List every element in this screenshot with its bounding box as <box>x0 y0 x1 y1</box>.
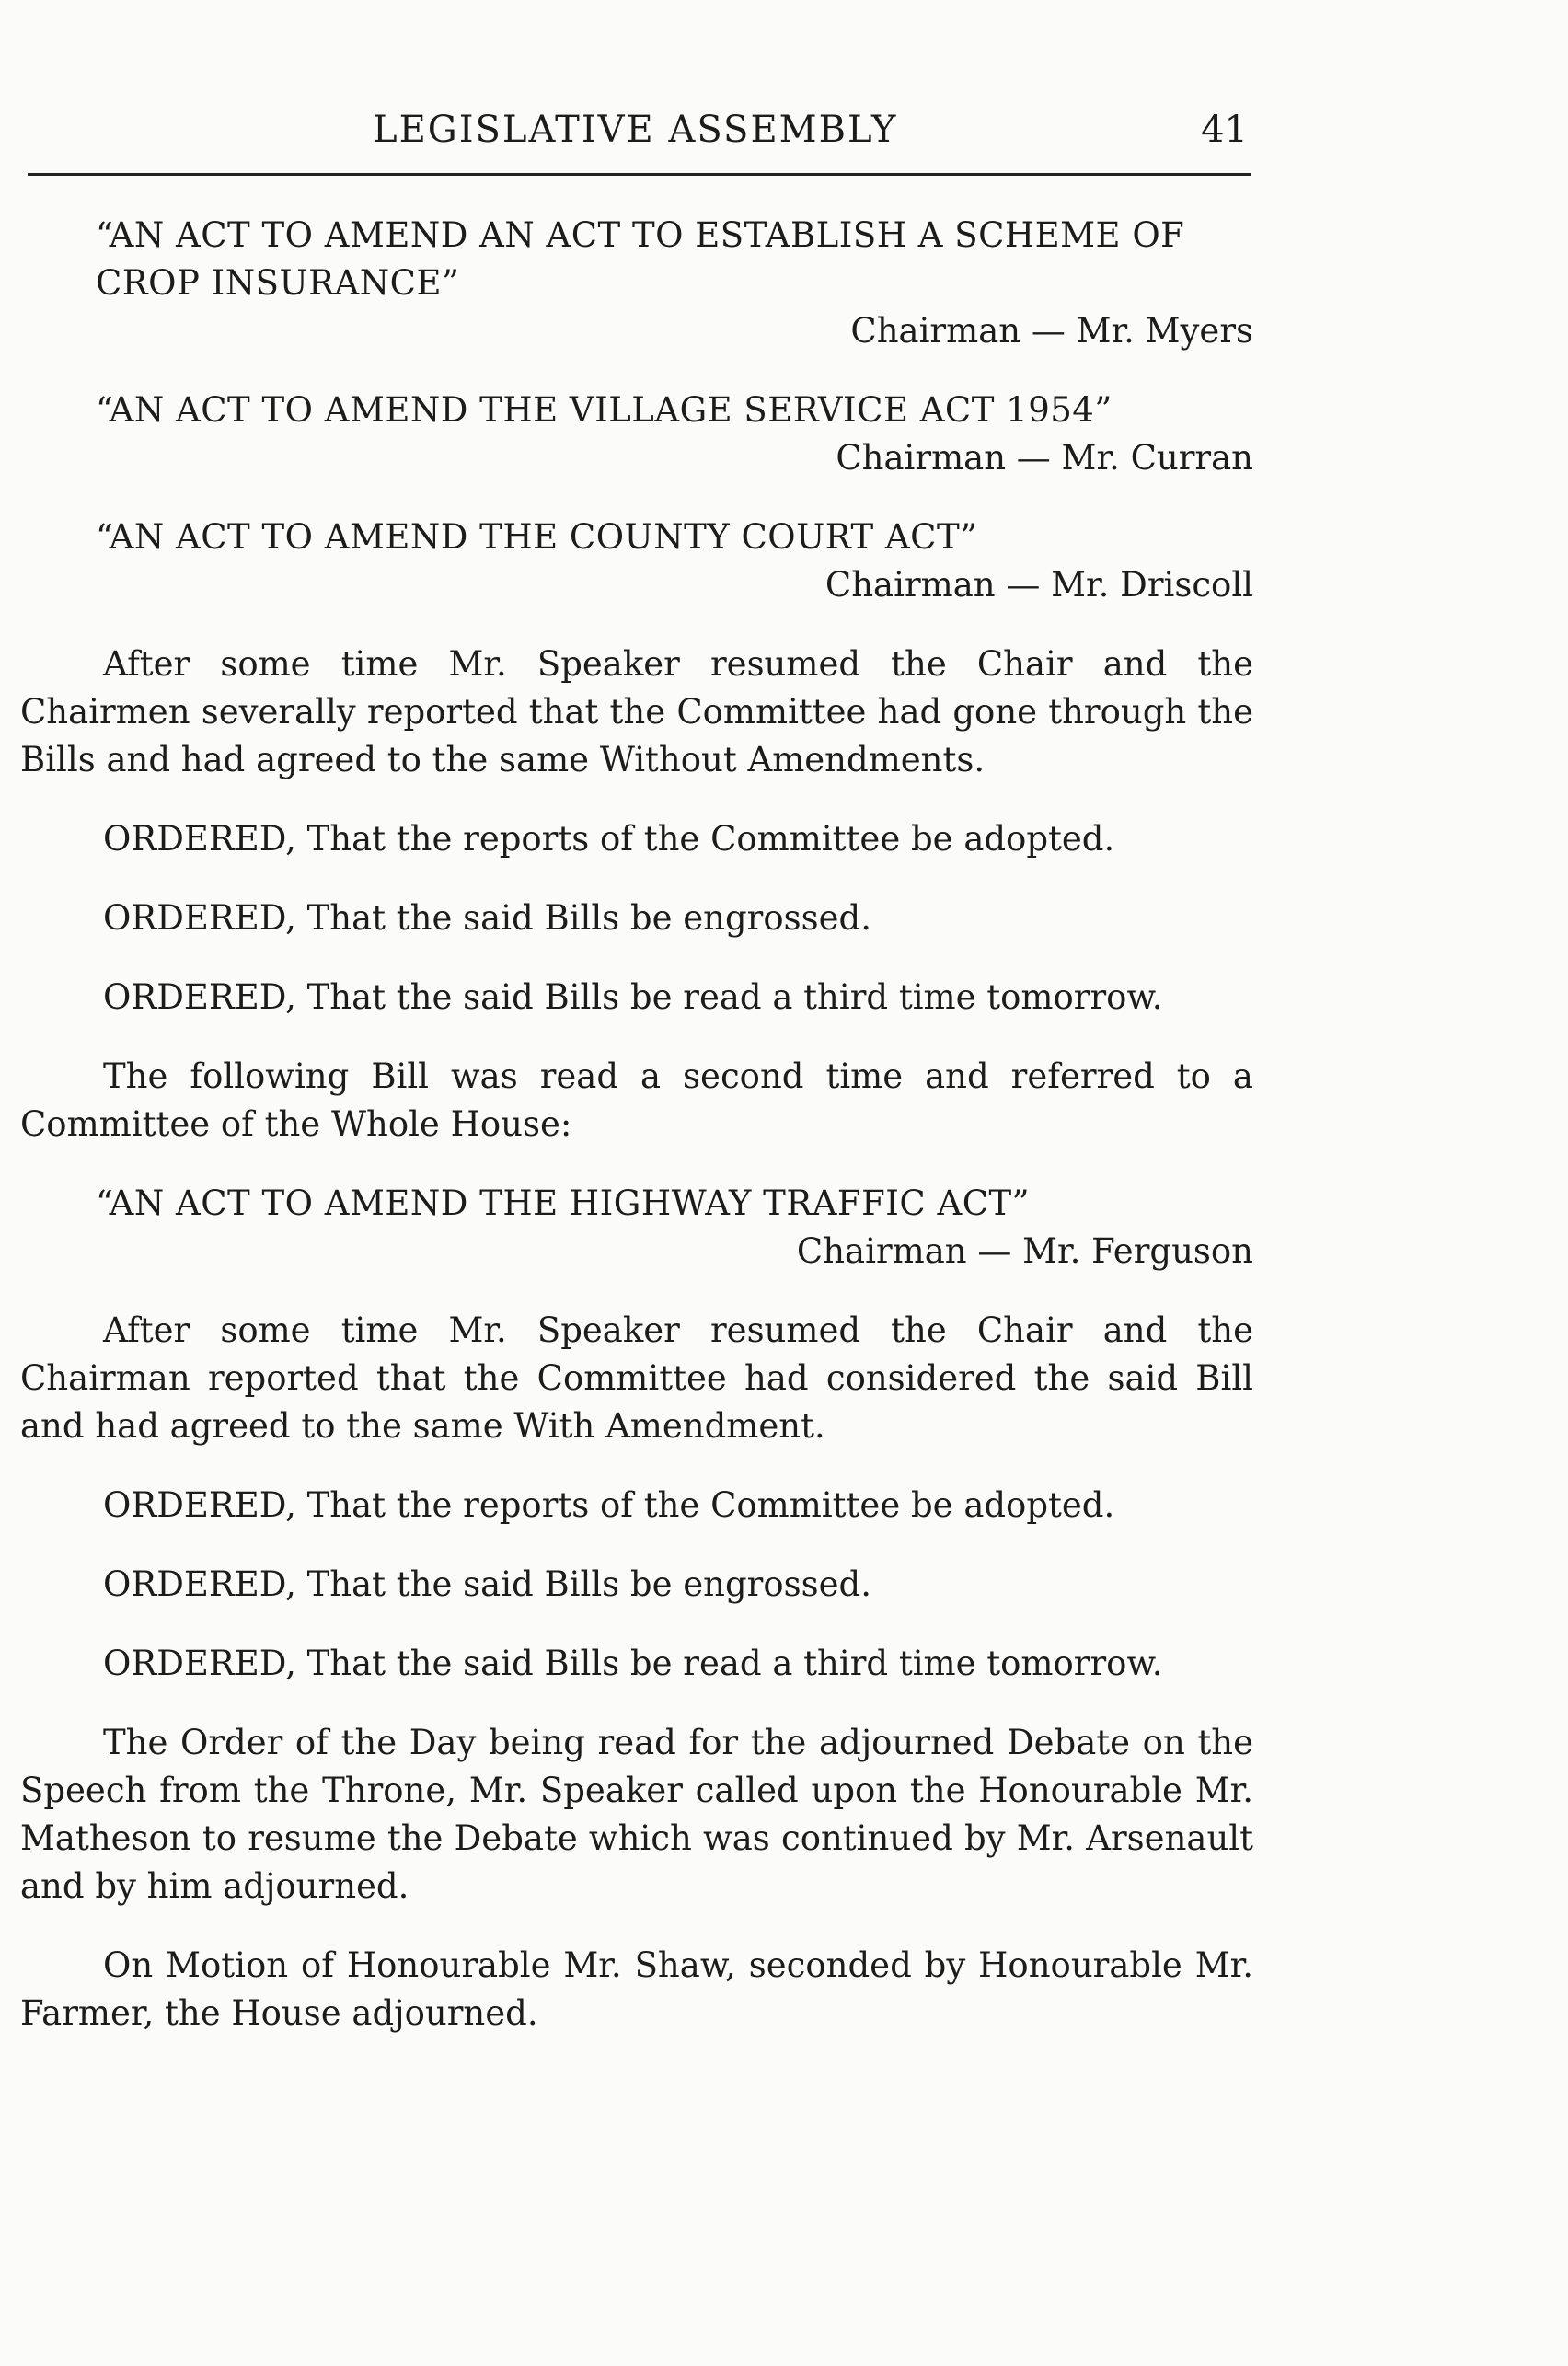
bill-title-county-court: “AN ACT TO AMEND THE COUNTY COURT ACT” <box>96 517 978 557</box>
chairman-line-driscoll: Chairman — Mr. Driscoll <box>824 565 1253 605</box>
ordered-bills-engrossed: ORDERED, That the said Bills be engrossed. <box>103 898 871 938</box>
running-header <box>28 109 1251 164</box>
bill-title-village-service: “AN ACT TO AMEND THE VILLAGE SERVICE ACT 1954” <box>96 390 1113 430</box>
bill-title-highway-traffic: “AN ACT TO AMEND THE HIGHWAY TRAFFIC ACT” <box>96 1183 1031 1223</box>
header-title: LEGISLATIVE ASSEMBLY <box>373 109 898 151</box>
chairman-line-myers: Chairman — Mr. Myers <box>850 311 1253 351</box>
document-body <box>20 212 1253 2069</box>
ordered-third-reading: ORDERED, That the said Bills be read a third time tomorrow. <box>103 977 1163 1017</box>
ordered-reports-adopted: ORDERED, That the reports of the Committee be adopted. <box>103 819 1115 859</box>
header-rule <box>28 173 1251 176</box>
second-reading-paragraph: The following Bill was read a second time and referred to a Committee of the Whole House: <box>20 1056 1253 1144</box>
page-number: 41 <box>1201 109 1248 151</box>
chairman-line-ferguson: Chairman — Mr. Ferguson <box>796 1231 1253 1271</box>
ordered-third-reading-2: ORDERED, That the said Bills be read a third time tomorrow. <box>103 1644 1163 1683</box>
order-of-day-paragraph: The Order of the Day being read for the adjourned Debate on the Speech from the Throne, Mr. Speaker called upon the Honourable Mr. Matheson to resume the Debate which was continued by Mr. Arsenault and by him adjourned. <box>20 1723 1253 1906</box>
committee-report-amendment-paragraph: After some time Mr. Speaker resumed the Chair and the Chairman reported that the Committee had considered the said Bill and had agreed to the same With Amendment. <box>20 1310 1253 1446</box>
bill-title-crop-insurance: “AN ACT TO AMEND AN ACT TO ESTABLISH A SCHEME OF CROP INSURANCE” <box>96 215 1185 303</box>
committee-report-paragraph: After some time Mr. Speaker resumed the Chair and the Chairmen severally reported that the Committee had gone through the Bills and had agreed to the same Without Amendments. <box>20 644 1253 779</box>
ordered-bills-engrossed-2: ORDERED, That the said Bills be engrossed. <box>103 1564 871 1604</box>
adjournment-motion-paragraph: On Motion of Honourable Mr. Shaw, seconded by Honourable Mr. Farmer, the House adjourned. <box>20 1945 1253 2033</box>
ordered-reports-adopted-2: ORDERED, That the reports of the Committee be adopted. <box>103 1485 1115 1525</box>
chairman-line-curran: Chairman — Mr. Curran <box>836 438 1253 478</box>
